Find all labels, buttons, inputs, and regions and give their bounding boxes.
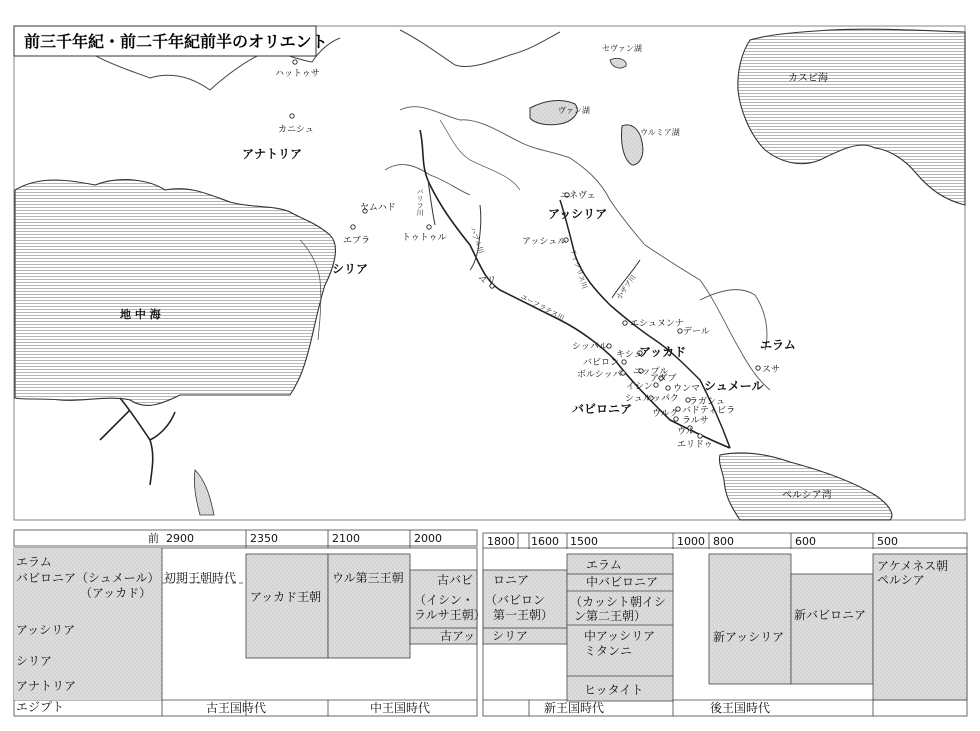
year-500: 500 [877, 535, 898, 548]
label-kanesh: カニシュ [278, 125, 314, 135]
cell-neo-assyria [709, 554, 791, 684]
egypt-middle-kingdom: 中王国時代 [370, 701, 431, 715]
city-dot [678, 329, 682, 333]
cell-achaemenid-1: アケメネス朝 [877, 559, 949, 573]
label-balikh: バリフ川 [416, 188, 424, 216]
cell-early-dynastic: 初期王朝時代 [164, 571, 237, 585]
cell-old-assyria-b: シリア [492, 629, 529, 643]
region-anatolia: アナトリア [16, 679, 77, 693]
year-1000: 1000 [677, 535, 705, 548]
label-yamhad: ヤムハド [360, 203, 396, 213]
egypt-late-period: 後王国時代 [710, 701, 771, 715]
label-sippar: シッパル [572, 342, 608, 352]
cell-mitanni: ミタンニ [584, 644, 633, 658]
year-600: 600 [795, 535, 816, 548]
cell-akkad [246, 554, 328, 658]
label-persian-gulf: ペルシア湾 [782, 490, 832, 501]
timeline [14, 530, 967, 716]
cell-neo-baby [791, 574, 873, 684]
label-ebla: エブラ [343, 236, 371, 246]
egypt-old-kingdom: 古王国時代 [206, 701, 267, 715]
label-ur: ウル [677, 427, 695, 437]
egypt-new-kingdom: 新王国時代 [544, 701, 605, 715]
year-2900: 2900 [166, 532, 194, 545]
cell-kassite-1: （カッシト朝イシ [570, 595, 666, 609]
year-1600: 1600 [531, 535, 559, 548]
label-caspian: カスピ海 [788, 73, 828, 84]
cell-ur3-label: ウル第三王朝 [332, 571, 404, 585]
label-eridu: エリドゥ [677, 440, 713, 450]
label-tigris: ティグリス川 [568, 248, 589, 290]
label-eshnunna: エシュヌンナ [630, 319, 684, 329]
year-2000: 2000 [414, 532, 442, 545]
cell-middle-baby: 中バビロニア [586, 575, 659, 589]
cell-baby-dyn-1: （バビロン [485, 593, 546, 607]
cell-hittite: ヒッタイト [584, 683, 644, 697]
cell-elam-new: エラム [586, 558, 622, 572]
label-isin: イシン [626, 382, 653, 392]
city-dot [698, 434, 702, 438]
region-elam: エラム [16, 555, 52, 569]
label-babylonia: バビロニア [572, 402, 633, 416]
label-shuruppak: シュルッパク [625, 394, 679, 404]
label-mediterranean: 地 中 海 [120, 308, 161, 321]
cell-baby-dyn-2: 第一王朝） [493, 608, 554, 622]
year-800: 800 [713, 535, 734, 548]
region-babylonia: バビロニア（シュメール） [16, 571, 160, 585]
label-umma: ウンマ [673, 384, 701, 394]
label-nippur: ニップル [633, 367, 669, 377]
cell-neo-assyria-label: 新アッシリア [713, 630, 785, 644]
cell-isin-larsa-1: （イシン・ [414, 593, 474, 607]
label-adab: アダブ [650, 374, 677, 384]
cell-achaemenid-2: ペルシア [877, 573, 925, 587]
label-assyria: アッシリア [548, 207, 608, 221]
region-assyria: アッシリア [16, 623, 76, 637]
city-dot [623, 321, 627, 325]
label-nineveh: ニネヴェ [560, 191, 596, 201]
label-lagash: ラガシュ [689, 397, 725, 407]
label-susa: スサ [762, 365, 780, 375]
city-dot [622, 360, 626, 364]
label-sumer: シュメール [704, 379, 764, 393]
cell-old-baby-b: ロニア [493, 573, 530, 587]
label-anatolia: アナトリア [242, 147, 303, 161]
label-der: デール [683, 327, 710, 337]
label-uruk: ウルク [652, 409, 679, 419]
label-akkad: アッカド [639, 345, 687, 359]
label-larsa: ラルサ [682, 416, 709, 426]
cell-old-baby-a: 古バビ [437, 573, 474, 587]
cell-akkad-label: アッカド王朝 [250, 590, 322, 604]
city-dot [290, 114, 294, 118]
label-badtibira: バドティビラ [682, 406, 736, 416]
label-elam: エラム [760, 338, 796, 352]
label-hattusa: ハットゥサ [275, 69, 320, 79]
map-panel [14, 26, 965, 520]
mediterranean-sea [15, 180, 335, 406]
region-akkad: （アッカド） [80, 586, 152, 600]
label-van: ヴァン湖 [558, 106, 590, 115]
label-euphrates: ユーフラテス川 [519, 292, 566, 323]
label-ashur: アッシュル [522, 237, 567, 247]
label-syria: シリア [332, 262, 369, 276]
region-egypt: エジプト [16, 700, 65, 714]
city-dot [756, 366, 760, 370]
map-title: 前三千年紀・前二千年紀前半のオリエント [24, 32, 328, 51]
label-habur: ハブル川 [468, 225, 486, 255]
city-dot [427, 225, 431, 229]
cell-ur3 [328, 554, 410, 658]
year-prefix: 前 [148, 532, 159, 545]
city-dot [351, 225, 355, 229]
cell-old-assyria-a: 古アッ [440, 629, 476, 643]
city-dot [293, 60, 297, 64]
label-babylon: バビロン [583, 358, 620, 368]
cell-isin-larsa-2: ラルサ王朝） [414, 608, 486, 622]
city-dot [666, 386, 670, 390]
year-2100: 2100 [332, 532, 360, 545]
year-1500: 1500 [570, 535, 598, 548]
label-zab: 小ザブ川 [615, 273, 638, 302]
label-tuttul: トゥトゥル [402, 233, 447, 243]
region-syria: シリア [16, 654, 53, 668]
year-2350: 2350 [250, 532, 278, 545]
cell-neo-baby-label: 新バビロニア [794, 608, 867, 622]
cell-middle-assyria: 中アッシリア [584, 629, 656, 643]
label-borsippa: ボルシッパ [577, 370, 622, 380]
label-kish: キシュ [616, 350, 643, 360]
year-1800: 1800 [487, 535, 515, 548]
label-sevan: セヴァン湖 [602, 44, 642, 53]
cell-kassite-2: ン第二王朝） [574, 609, 647, 623]
label-urmia: ウルミア湖 [640, 128, 680, 137]
label-mari: マリ [478, 276, 497, 286]
